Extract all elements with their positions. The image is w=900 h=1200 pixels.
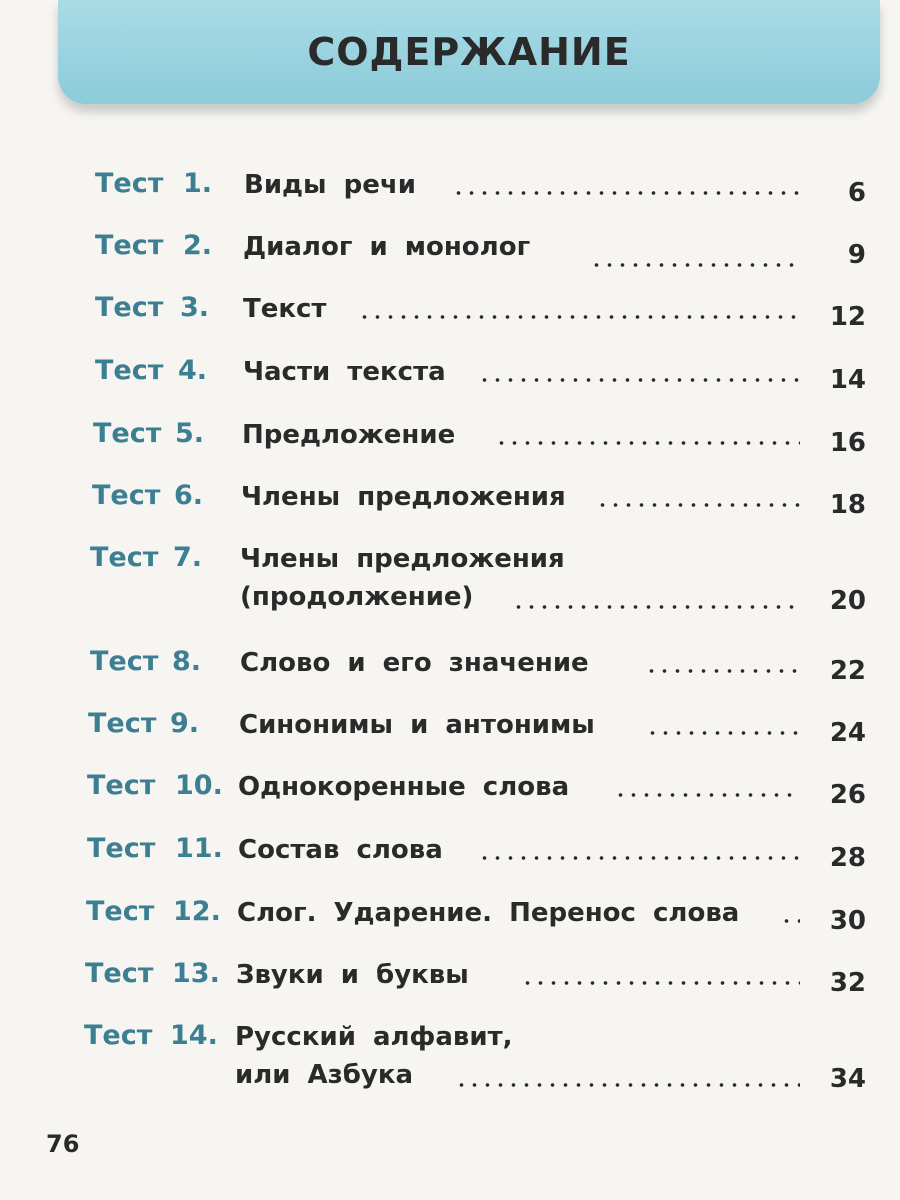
dot-leader: [455, 1082, 800, 1088]
dot-leader: [645, 668, 800, 674]
toc-entry: [0, 896, 900, 956]
dot-leader: [646, 730, 800, 736]
test-label: Тест: [87, 833, 156, 864]
toc-entry: [0, 168, 900, 228]
dot-leader: [590, 262, 800, 268]
section-title: Звуки и буквы: [236, 960, 469, 990]
test-number: 4.: [178, 355, 208, 386]
test-label: Тест: [85, 958, 154, 989]
page-ref: 22: [829, 656, 866, 686]
section-title: Предложение: [242, 420, 456, 450]
page-ref: 26: [829, 780, 866, 810]
toc-entry: [0, 1020, 900, 1120]
dot-leader: [495, 440, 800, 446]
toc-entry: [0, 958, 900, 1018]
test-label: Тест: [92, 480, 161, 511]
toc-entry: [0, 230, 900, 290]
test-number: 10.: [175, 770, 223, 801]
test-label: Тест: [95, 355, 164, 386]
page-ref: 32: [829, 968, 866, 998]
test-number: 2.: [183, 230, 213, 261]
test-number: 14.: [170, 1020, 218, 1051]
dot-leader: [521, 980, 800, 986]
test-number: 6.: [174, 480, 204, 511]
page-ref: 6: [847, 178, 866, 208]
section-title: Состав слова: [238, 835, 443, 865]
page-ref: 24: [829, 718, 866, 748]
test-label: Тест: [90, 542, 159, 573]
test-label: Тест: [95, 292, 164, 323]
toc-entry: [0, 542, 900, 642]
test-number: 13.: [172, 958, 220, 989]
test-label: Тест: [90, 646, 159, 677]
page-ref: 12: [829, 302, 866, 332]
dot-leader: [596, 502, 800, 508]
test-number: 5.: [175, 418, 205, 449]
test-label: Тест: [88, 708, 157, 739]
toc-entry: [0, 833, 900, 893]
toc-entry: [0, 418, 900, 478]
section-title: Синонимы и антонимы: [239, 710, 595, 740]
toc-entry: [0, 292, 900, 352]
toc-entry: [0, 480, 900, 540]
toc-entry: [0, 646, 900, 706]
test-number: 9.: [170, 708, 200, 739]
test-label: Тест: [93, 418, 162, 449]
test-label: Тест: [95, 230, 164, 261]
section-title: Слог. Ударение. Перенос слова: [237, 898, 740, 928]
page-ref: 14: [829, 365, 866, 395]
dot-leader: [452, 190, 800, 196]
test-number: 3.: [180, 292, 210, 323]
toc-entry: [0, 708, 900, 768]
dot-leader: [478, 855, 800, 861]
section-title: Русский алфавит,: [235, 1022, 513, 1052]
dot-leader: [780, 918, 800, 924]
test-label: Тест: [95, 168, 164, 199]
test-label: Тест: [86, 896, 155, 927]
toc-entry: [0, 355, 900, 415]
section-title: Члены предложения: [240, 544, 565, 574]
page-ref: 28: [829, 843, 866, 873]
page-ref: 18: [829, 490, 866, 520]
section-title-continuation: или Азбука: [235, 1060, 414, 1090]
section-title: Части текста: [243, 357, 446, 387]
page-ref: 9: [847, 240, 866, 270]
test-number: 7.: [173, 542, 203, 573]
section-title: Члены предложения: [241, 482, 566, 512]
page-ref: 16: [829, 428, 866, 458]
section-title: Виды речи: [244, 170, 416, 200]
toc-entry: [0, 770, 900, 830]
test-label: Тест: [87, 770, 156, 801]
page-title: СОДЕРЖАНИЕ: [307, 30, 631, 74]
dot-leader: [614, 792, 800, 798]
section-title: Однокоренные слова: [238, 772, 570, 802]
page-number: 76: [46, 1130, 80, 1158]
dot-leader: [512, 604, 800, 610]
section-title-continuation: (продолжение): [240, 582, 474, 612]
test-number: 12.: [173, 896, 221, 927]
dot-leader: [358, 314, 800, 320]
section-title: Диалог и монолог: [243, 232, 531, 262]
page-ref: 20: [829, 586, 866, 616]
test-number: 11.: [175, 833, 223, 864]
test-number: 8.: [172, 646, 202, 677]
section-title: Текст: [243, 294, 327, 324]
contents-header-banner: [58, 0, 880, 104]
page-ref: 30: [829, 906, 866, 936]
test-number: 1.: [183, 168, 213, 199]
dot-leader: [478, 377, 800, 383]
page-ref: 34: [829, 1064, 866, 1094]
section-title: Слово и его значение: [240, 648, 589, 678]
test-label: Тест: [84, 1020, 153, 1051]
